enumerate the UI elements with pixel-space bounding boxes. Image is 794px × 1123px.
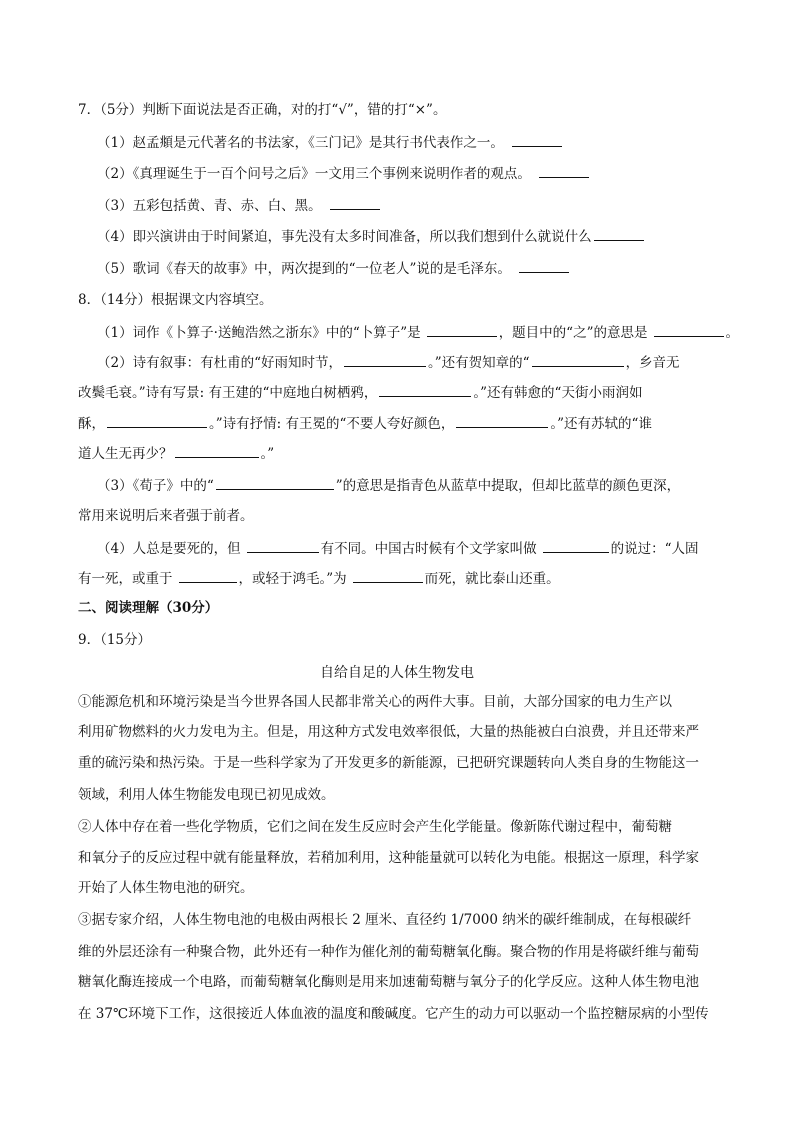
q8-line-8 [97, 538, 699, 559]
q8-text: ”的意思是指青色从蓝草中提取，但却比蓝草的颜色更深， [335, 478, 681, 494]
article-title: 自给自足的人体生物发电 [320, 665, 474, 681]
paragraph-3-line: ③据专家介绍，人体生物电池的电极由两根长 2 厘米、直径约 1/7000 纳米的碳纤维制成，在每根碳纤 [78, 912, 692, 928]
q7-item-1 [97, 132, 564, 153]
q8-text: （1）词作《卜算子·送鲍浩然之浙东》中的“卜算子”是 [97, 325, 421, 341]
paragraph-1-line: 利用矿物燃料的火力发电为主。但是，用这种方式发电效率很低，大量的热能被白白浪费，并且还带来严 [78, 724, 699, 740]
q8-text: 有一死，或重于 [78, 571, 173, 587]
answer-blank[interactable] [654, 322, 724, 337]
answer-blank[interactable] [539, 163, 589, 178]
answer-blank[interactable] [456, 413, 548, 428]
answer-blank[interactable] [594, 226, 644, 241]
q7-item-2-text: （2）《真理诞生于一百个问号之后》一文用三个事例来说明作者的观点。 [97, 166, 531, 182]
q8-text: （2）诗有叙事：有杜甫的“好雨知时节， [97, 355, 342, 371]
q7-item-5-text: （5）歌词《春天的故事》中，两次提到的“一位老人”说的是毛泽东。 [97, 261, 511, 277]
q8-line-7: 常用来说明后来者强于前者。 [78, 508, 254, 524]
paragraph-1-line: 重的硫污染和热污染。于是一些科学家为了开发更多的新能源，已把研究课题转向人类自身的生物能这一 [78, 755, 699, 771]
paragraph-3-line: 在 37℃环境下工作，这很接近人体血液的温度和酸碱度。它产生的动力可以驱动一个监控糖尿病的小型传 [78, 1006, 709, 1022]
paragraph-2-line: 开始了人体生物电池的研究。 [78, 880, 254, 896]
q7-item-4-text: （4）即兴演讲由于时间紧迫，事先没有太多时间准备，所以我们想到什么就说什么 [97, 229, 592, 245]
q8-header: 8．（14分）根据课文内容填空。 [78, 292, 273, 308]
q8-text: ，或轻于鸿毛。”为 [238, 571, 347, 587]
answer-blank[interactable] [512, 132, 562, 147]
q7-header: 7．（5分）判断下面说法是否正确，对的打“√”，错的打“×”。 [78, 102, 447, 118]
answer-blank[interactable] [330, 195, 380, 210]
q8-text: 而死，就比泰山还重。 [424, 571, 560, 587]
q8-text: ，乡音无 [625, 355, 680, 371]
q7-item-3 [97, 195, 382, 216]
q8-text: 的说过：“人固 [610, 541, 699, 557]
q8-line-5 [78, 443, 274, 464]
answer-blank[interactable] [427, 322, 497, 337]
q7-item-5 [97, 258, 571, 279]
answer-blank[interactable] [107, 413, 207, 428]
q8-text: （3）《荀子》中的“ [97, 478, 214, 494]
q8-text: 改鬓毛衰。”诗有写景: 有王建的“中庭地白树栖鸦， [78, 385, 378, 401]
q8-text: 有不同。中国古时候有个文学家叫做 [320, 541, 537, 557]
q7-item-1-text: （1）赵孟頫是元代著名的书法家，《三门记》是其行书代表作之一。 [97, 135, 504, 151]
paragraph-1-line: ①能源危机和环境污染是当今世界各国人民都非常关心的两件大事。目前，大部分国家的电力生产以 [78, 694, 672, 710]
q8-text: 。”还有苏轼的“谁 [550, 416, 652, 432]
q7-item-3-text: （3）五彩包括黄、青、赤、白、黑。 [97, 198, 322, 214]
q8-line-6 [97, 475, 680, 496]
answer-blank[interactable] [353, 568, 423, 583]
q8-text: 。”诗有抒情: 有王冕的“不要人夸好颜色， [209, 416, 455, 432]
q8-text: 。”还有贺知章的“ [428, 355, 530, 371]
answer-blank[interactable] [175, 443, 259, 458]
q7-item-4 [97, 226, 646, 247]
q7-item-2 [97, 163, 591, 184]
paragraph-2-line: 和氧分子的反应过程中就有能量释放，若稍加利用，这种能量就可以转化为电能。根据这一原理，科学家 [78, 850, 699, 866]
answer-blank[interactable] [247, 538, 319, 553]
q8-text: 。”还有韩愈的“天街小雨润如 [473, 385, 643, 401]
q8-text: 。” [260, 446, 275, 462]
paragraph-3-line: 糖氧化酶连接成一个电路，而葡萄糖氧化酶则是用来加速葡萄糖与氧分子的化学反应。这种人体生物电池 [78, 974, 699, 990]
answer-blank[interactable] [216, 475, 334, 490]
q8-line-9 [78, 568, 560, 589]
paragraph-1-line: 领域，利用人体生物能发电现已初见成效。 [78, 787, 335, 803]
answer-blank[interactable] [532, 352, 624, 367]
section-heading: 二、阅读理解（30分） [78, 600, 219, 616]
q8-text: （4）人总是要死的，但 [97, 541, 241, 557]
q8-text: ，题目中的“之”的意思是 [498, 325, 648, 341]
q8-line-1 [97, 322, 739, 343]
q8-text: 。 [725, 325, 739, 341]
paragraph-3-line: 维的外层还涂有一种聚合物，此外还有一种作为催化剂的葡萄糖氧化酶。聚合物的作用是将碳纤维与葡萄 [78, 944, 699, 960]
answer-blank[interactable] [344, 352, 426, 367]
answer-blank[interactable] [543, 538, 609, 553]
q8-text: 酥， [78, 416, 105, 432]
q9-header: 9．（15分） [78, 632, 152, 648]
answer-blank[interactable] [179, 568, 237, 583]
q8-text: 道人生无再少？ [78, 446, 173, 462]
q8-line-2 [97, 352, 680, 373]
answer-blank[interactable] [519, 258, 569, 273]
q8-line-3 [78, 382, 642, 403]
paragraph-2-line: ②人体中存在着一些化学物质，它们之间在发生反应时会产生化学能量。像新陈代谢过程中，葡萄糖 [78, 819, 672, 835]
answer-blank[interactable] [379, 382, 471, 397]
q8-line-4 [78, 413, 652, 434]
